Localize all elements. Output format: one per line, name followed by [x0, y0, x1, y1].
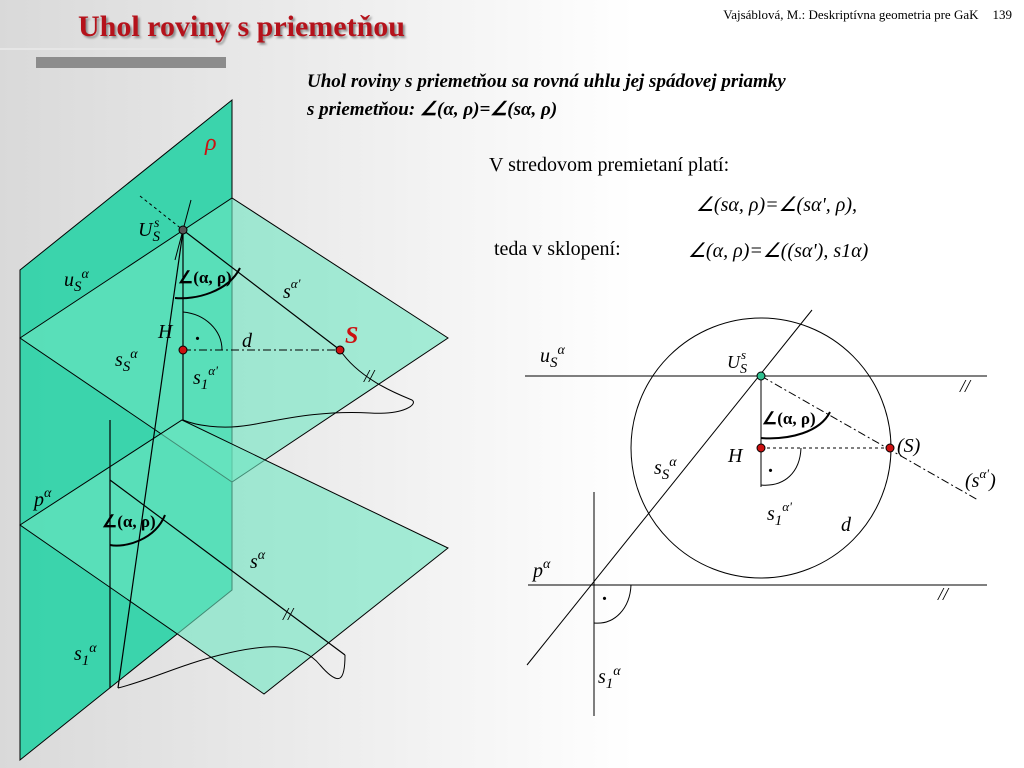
- line-s-prime-sklop: [761, 376, 978, 500]
- label-right-angle-dot: .: [195, 323, 200, 345]
- label-dot-upper: .: [768, 455, 773, 477]
- header-source: Vajsáblová, M.: Deskriptívna geometria pre GaK: [723, 7, 979, 22]
- label-Us: $U_Ss$: [138, 216, 160, 245]
- right-angle-arc-lower: [594, 585, 631, 623]
- parallel-mark-upper: //: [960, 376, 971, 396]
- label-p-alpha: $p^\alpha$: [533, 557, 551, 582]
- label-s-alpha: $s^\alpha$: [250, 548, 266, 573]
- parallel-mark-upper: //: [364, 366, 375, 386]
- label-s-prime-sklop: $(s^{\alpha'})$: [965, 466, 996, 492]
- label-H: H: [158, 321, 173, 343]
- label-sS-alpha: $s_S^\alpha$: [654, 455, 677, 483]
- label-uS: $u_S^\alpha$: [540, 343, 565, 371]
- sklop-formula: ∠(α, ρ)=∠((sα'), s1α): [688, 240, 869, 262]
- point-H: [757, 444, 765, 452]
- definition-line-1: Uhol roviny s priemetňou sa rovná uhlu jej spádovej priamky: [307, 71, 786, 92]
- point-S: [886, 444, 894, 452]
- definition-prefix: s priemetňou:: [307, 99, 420, 120]
- label-s-alpha-prime: $s^{\alpha'}$: [283, 276, 301, 303]
- label-rho: ρ: [205, 130, 217, 156]
- point-Us: [757, 372, 765, 380]
- label-uS: $u_S^\alpha$: [64, 267, 89, 295]
- line-sS-alpha: [527, 310, 812, 665]
- definition-formula: ∠(α, ρ)=∠(sα, ρ): [419, 99, 558, 120]
- label-s1-alpha-prime: $s_1^{\alpha'}$: [193, 363, 218, 393]
- label-H: H: [728, 445, 743, 467]
- label-d: d: [242, 330, 252, 352]
- page-title: Uhol roviny s priemetňou: [78, 10, 405, 43]
- label-s1-alpha: $s_1^\alpha$: [598, 664, 621, 692]
- page-number: 139: [992, 7, 1012, 22]
- label-angle-upper: ∠(α, ρ): [178, 268, 232, 287]
- central-heading: V stredovom premietaní platí:: [489, 154, 730, 176]
- label-Us: $U_Ss$: [727, 347, 747, 377]
- parallel-mark-lower: //: [938, 584, 949, 604]
- sklop-label: teda v sklopení:: [494, 238, 621, 260]
- label-d: d: [841, 514, 851, 536]
- central-formula: ∠(sα, ρ)=∠(sα', ρ),: [696, 194, 858, 216]
- label-S-sklop: (S): [897, 435, 921, 457]
- parallel-mark-lower: //: [283, 604, 294, 624]
- label-sS-alpha: $s_S^\alpha$: [115, 347, 138, 375]
- label-dot-lower: .: [602, 583, 607, 605]
- label-s1-alpha: $s_1^\alpha$: [74, 641, 97, 669]
- label-angle: ∠(α, ρ): [762, 409, 816, 428]
- label-angle-lower: ∠(α, ρ): [102, 512, 156, 531]
- label-p-alpha: $p^\alpha$: [34, 486, 52, 511]
- label-s1-alpha-prime: $s_1^{\alpha'}$: [767, 499, 792, 529]
- right-angle-arc-upper: [761, 448, 801, 485]
- label-S: S: [345, 323, 359, 349]
